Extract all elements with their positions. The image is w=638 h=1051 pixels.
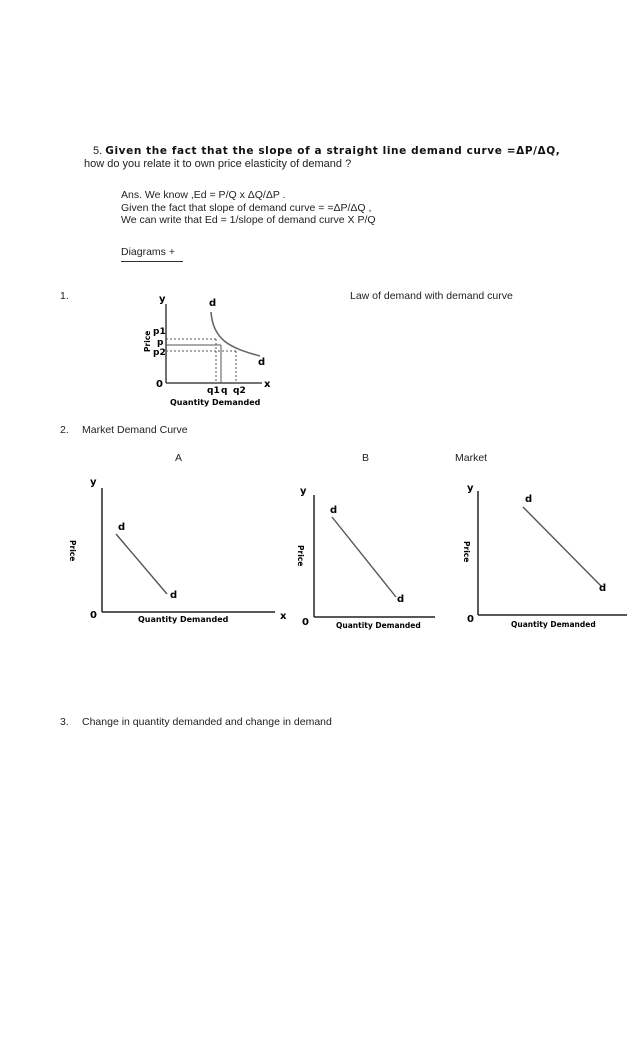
price-label: Price [296,545,305,567]
y-axis-label: y [467,483,474,494]
demand-label-bottom: d [170,590,178,601]
q1-label: q1 [207,386,220,396]
x-title: Quantity Demanded [336,621,421,630]
item-2-caption: Market Demand Curve [82,424,188,436]
q-label: q [221,386,228,396]
demand-label-bottom: d [397,594,405,605]
item-3-caption: Change in quantity demanded and change in demand [82,716,332,728]
demand-curve-line [211,312,260,356]
item-2-number: 2. [60,424,69,436]
demand-label-top: d [525,494,533,505]
diagrams-label: Diagrams + [121,246,183,262]
answer-line-2: Given the fact that slope of demand curve = =ΔP/ΔQ , [121,202,372,214]
p-label: p [157,338,164,348]
origin-label: 0 [156,379,163,390]
question-number: 5. [93,145,103,157]
y-axis-label: y [159,294,166,305]
question-line-1 [93,145,560,157]
origin-label: 0 [302,617,309,628]
demand-line [332,517,396,597]
demand-chart-market [455,475,633,635]
p2-label: p2 [153,348,166,358]
origin-label: 0 [90,610,97,621]
x-title: Quantity Demanded [138,615,229,624]
demand-chart-a [68,470,295,630]
price-label: Price [143,330,152,352]
origin-label: 0 [467,614,474,625]
demand-label-bottom: d [599,583,607,594]
item-3-number: 3. [60,716,69,728]
label-b: B [362,452,370,464]
q2-label: q2 [233,386,246,396]
label-a: A [175,452,183,464]
answer-line-1: Ans. We know ,Ed = P/Q x ΔQ/ΔP . [121,189,286,201]
y-axis-label: y [90,477,97,488]
question-line-2: how do you relate it to own price elasticity of demand ? [84,158,352,170]
x-title: Quantity Demanded [511,620,596,629]
item-1-caption: Law of demand with demand curve [350,290,513,302]
curve-end-label: d [258,357,266,368]
label-market: Market [455,452,488,464]
x-title: Quantity Demanded [170,398,261,407]
answer-line-3: We can write that Ed = 1/slope of demand curve X P/Q [121,214,376,226]
x-axis-label: x [264,379,271,390]
demand-label-top: d [118,522,126,533]
price-label: Price [462,541,471,563]
demand-line [116,534,167,594]
demand-line [523,507,602,587]
demand-chart-b [290,475,440,635]
price-label: Price [68,540,77,562]
x-axis-label: x [280,611,287,622]
y-axis-label: y [300,486,307,497]
demand-curve-diagram [140,290,290,415]
demand-label-top: d [330,505,338,516]
p1-label: p1 [153,327,166,337]
question-bold-text: Given the fact that the slope of a straight line demand curve =ΔP/ΔQ, [105,145,561,157]
curve-top-label: d [209,298,217,309]
item-1-number: 1. [60,290,69,302]
